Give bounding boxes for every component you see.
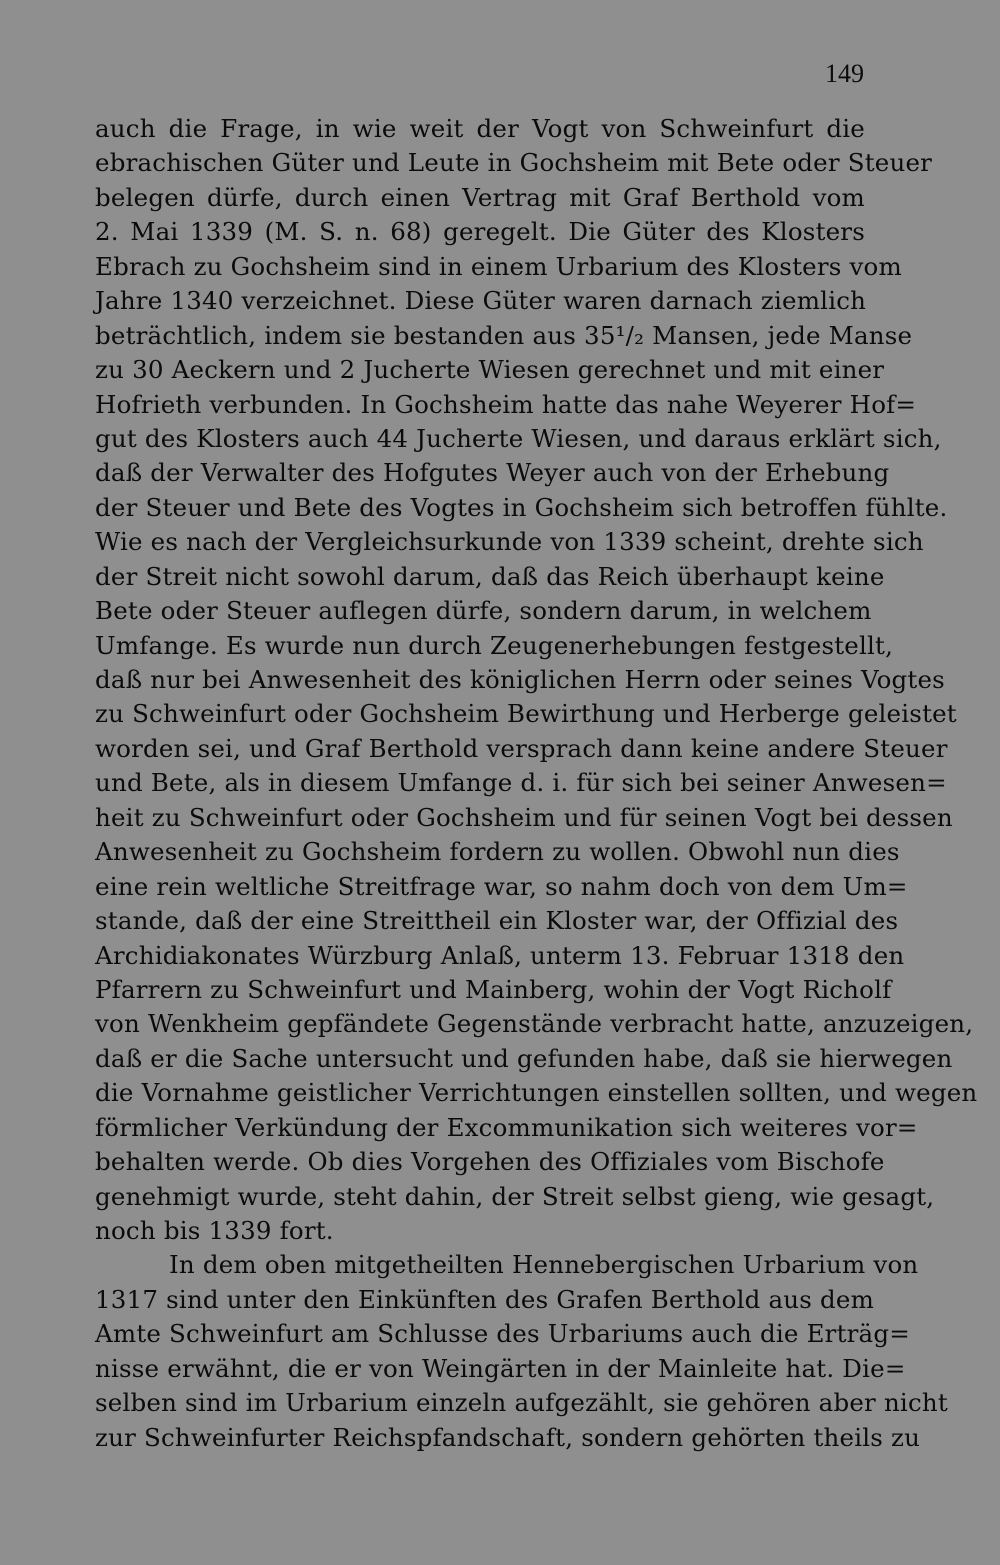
text-line: daß er die Sache untersucht und gefunden habe, daß sie hierwegen [95, 1043, 953, 1073]
text-line: zur Schweinfurter Reichspfandschaft, sondern gehörten theils zu [95, 1422, 921, 1452]
text-line: der Steuer und Bete des Vogtes in Gochsheim sich betroffen fühlte. [95, 492, 948, 522]
text-line: worden sei, und Graf Berthold versprach dann keine andere Steuer [95, 733, 948, 763]
text-line: In dem oben mitgetheilten Hennebergischen Urbarium von [169, 1250, 919, 1280]
text-line: Hofrieth verbunden. In Gochsheim hatte das nahe Weyerer Hof= [95, 389, 917, 419]
page-number: 149 [825, 59, 864, 88]
text-line: daß der Verwalter des Hofgutes Weyer auch von der Erhebung [95, 458, 890, 488]
text-line: die Vornahme geistlicher Verrichtungen einstellen sollten, und wegen [95, 1078, 978, 1108]
text-line: Anwesenheit zu Gochsheim fordern zu wollen. Obwohl nun dies [95, 837, 900, 867]
text-line: ebrachischen Güter und Leute in Gochsheim mit Bete oder Steuer [95, 148, 933, 178]
text-line: und Bete, als in diesem Umfange d. i. für sich bei seiner Anwesen= [95, 768, 947, 798]
text-line: zu Schweinfurt oder Gochsheim Bewirthung und Herberge geleistet [95, 699, 957, 729]
text-line: genehmigt wurde, steht dahin, der Streit selbst gieng, wie gesagt, [95, 1181, 935, 1211]
text-line: behalten werde. Ob dies Vorgehen des Offiziales vom Bischofe [95, 1147, 885, 1177]
text-line: von Wenkheim gepfändete Gegenstände verbracht hatte, anzuzeigen, [95, 1009, 974, 1039]
text-line: der Streit nicht sowohl darum, daß das Reich überhaupt keine [95, 561, 885, 591]
text-line: nisse erwähnt, die er von Weingärten in der Mainleite hat. Die= [95, 1353, 906, 1383]
text-line: belegen dürfe, durch einen Vertrag mit Graf Berthold vom [95, 182, 865, 212]
text-line: Pfarrern zu Schweinfurt und Mainberg, wohin der Vogt Richolf [95, 974, 892, 1004]
text-line: auch die Frage, in wie weit der Vogt von Schweinfurt die [95, 114, 865, 143]
text-line: 1317 sind unter den Einkünften des Grafen Berthold aus dem [95, 1284, 875, 1314]
text-line: Bete oder Steuer auflegen dürfe, sondern darum, in welchem [95, 596, 872, 626]
text-line: gut des Klosters auch 44 Jucherte Wiesen, und daraus erklärt sich, [95, 423, 942, 453]
text-line: 2. Mai 1339 (M. S. n. 68) geregelt. Die Güter des Klosters [95, 217, 865, 247]
paragraph [95, 112, 978, 1248]
text-line: Jahre 1340 verzeichnet. Diese Güter waren darnach ziemlich [95, 286, 867, 316]
text-line: Wie es nach der Vergleichsurkunde von 1339 scheint, drehte sich [95, 527, 924, 557]
text-line: daß nur bei Anwesenheit des königlichen Herrn oder seines Vogtes [95, 665, 945, 694]
text-line: heit zu Schweinfurt oder Gochsheim und für seinen Vogt bei dessen [95, 802, 953, 832]
text-line: Ebrach zu Gochsheim sind in einem Urbarium des Klosters vom [95, 251, 902, 281]
text-line: stande, daß der eine Streittheil ein Kloster war, der Offizial des [95, 906, 899, 936]
text-line: Umfange. Es wurde nun durch Zeugenerhebungen festgestellt, [95, 630, 894, 660]
paragraph [95, 1248, 948, 1455]
text-line: beträchtlich, indem sie bestanden aus 35¹/₂ Mansen, jede Manse [95, 320, 913, 350]
text-line: Amte Schweinfurt am Schlusse des Urbariums auch die Erträg= [95, 1319, 910, 1349]
text-line: förmlicher Verkündung der Excommunikation sich weiteres vor= [95, 1112, 918, 1142]
text-line: eine rein weltliche Streitfrage war, so nahm doch von dem Um= [95, 871, 908, 901]
text-line: zu 30 Aeckern und 2 Jucherte Wiesen gerechnet und mit einer [95, 355, 885, 385]
text-line: Archidiakonates Würzburg Anlaß, unterm 13. Februar 1318 den [95, 940, 905, 970]
text-line: noch bis 1339 fort. [95, 1216, 334, 1245]
body-text [95, 112, 978, 1455]
text-line: selben sind im Urbarium einzeln aufgezählt, sie gehören aber nicht [95, 1388, 948, 1418]
